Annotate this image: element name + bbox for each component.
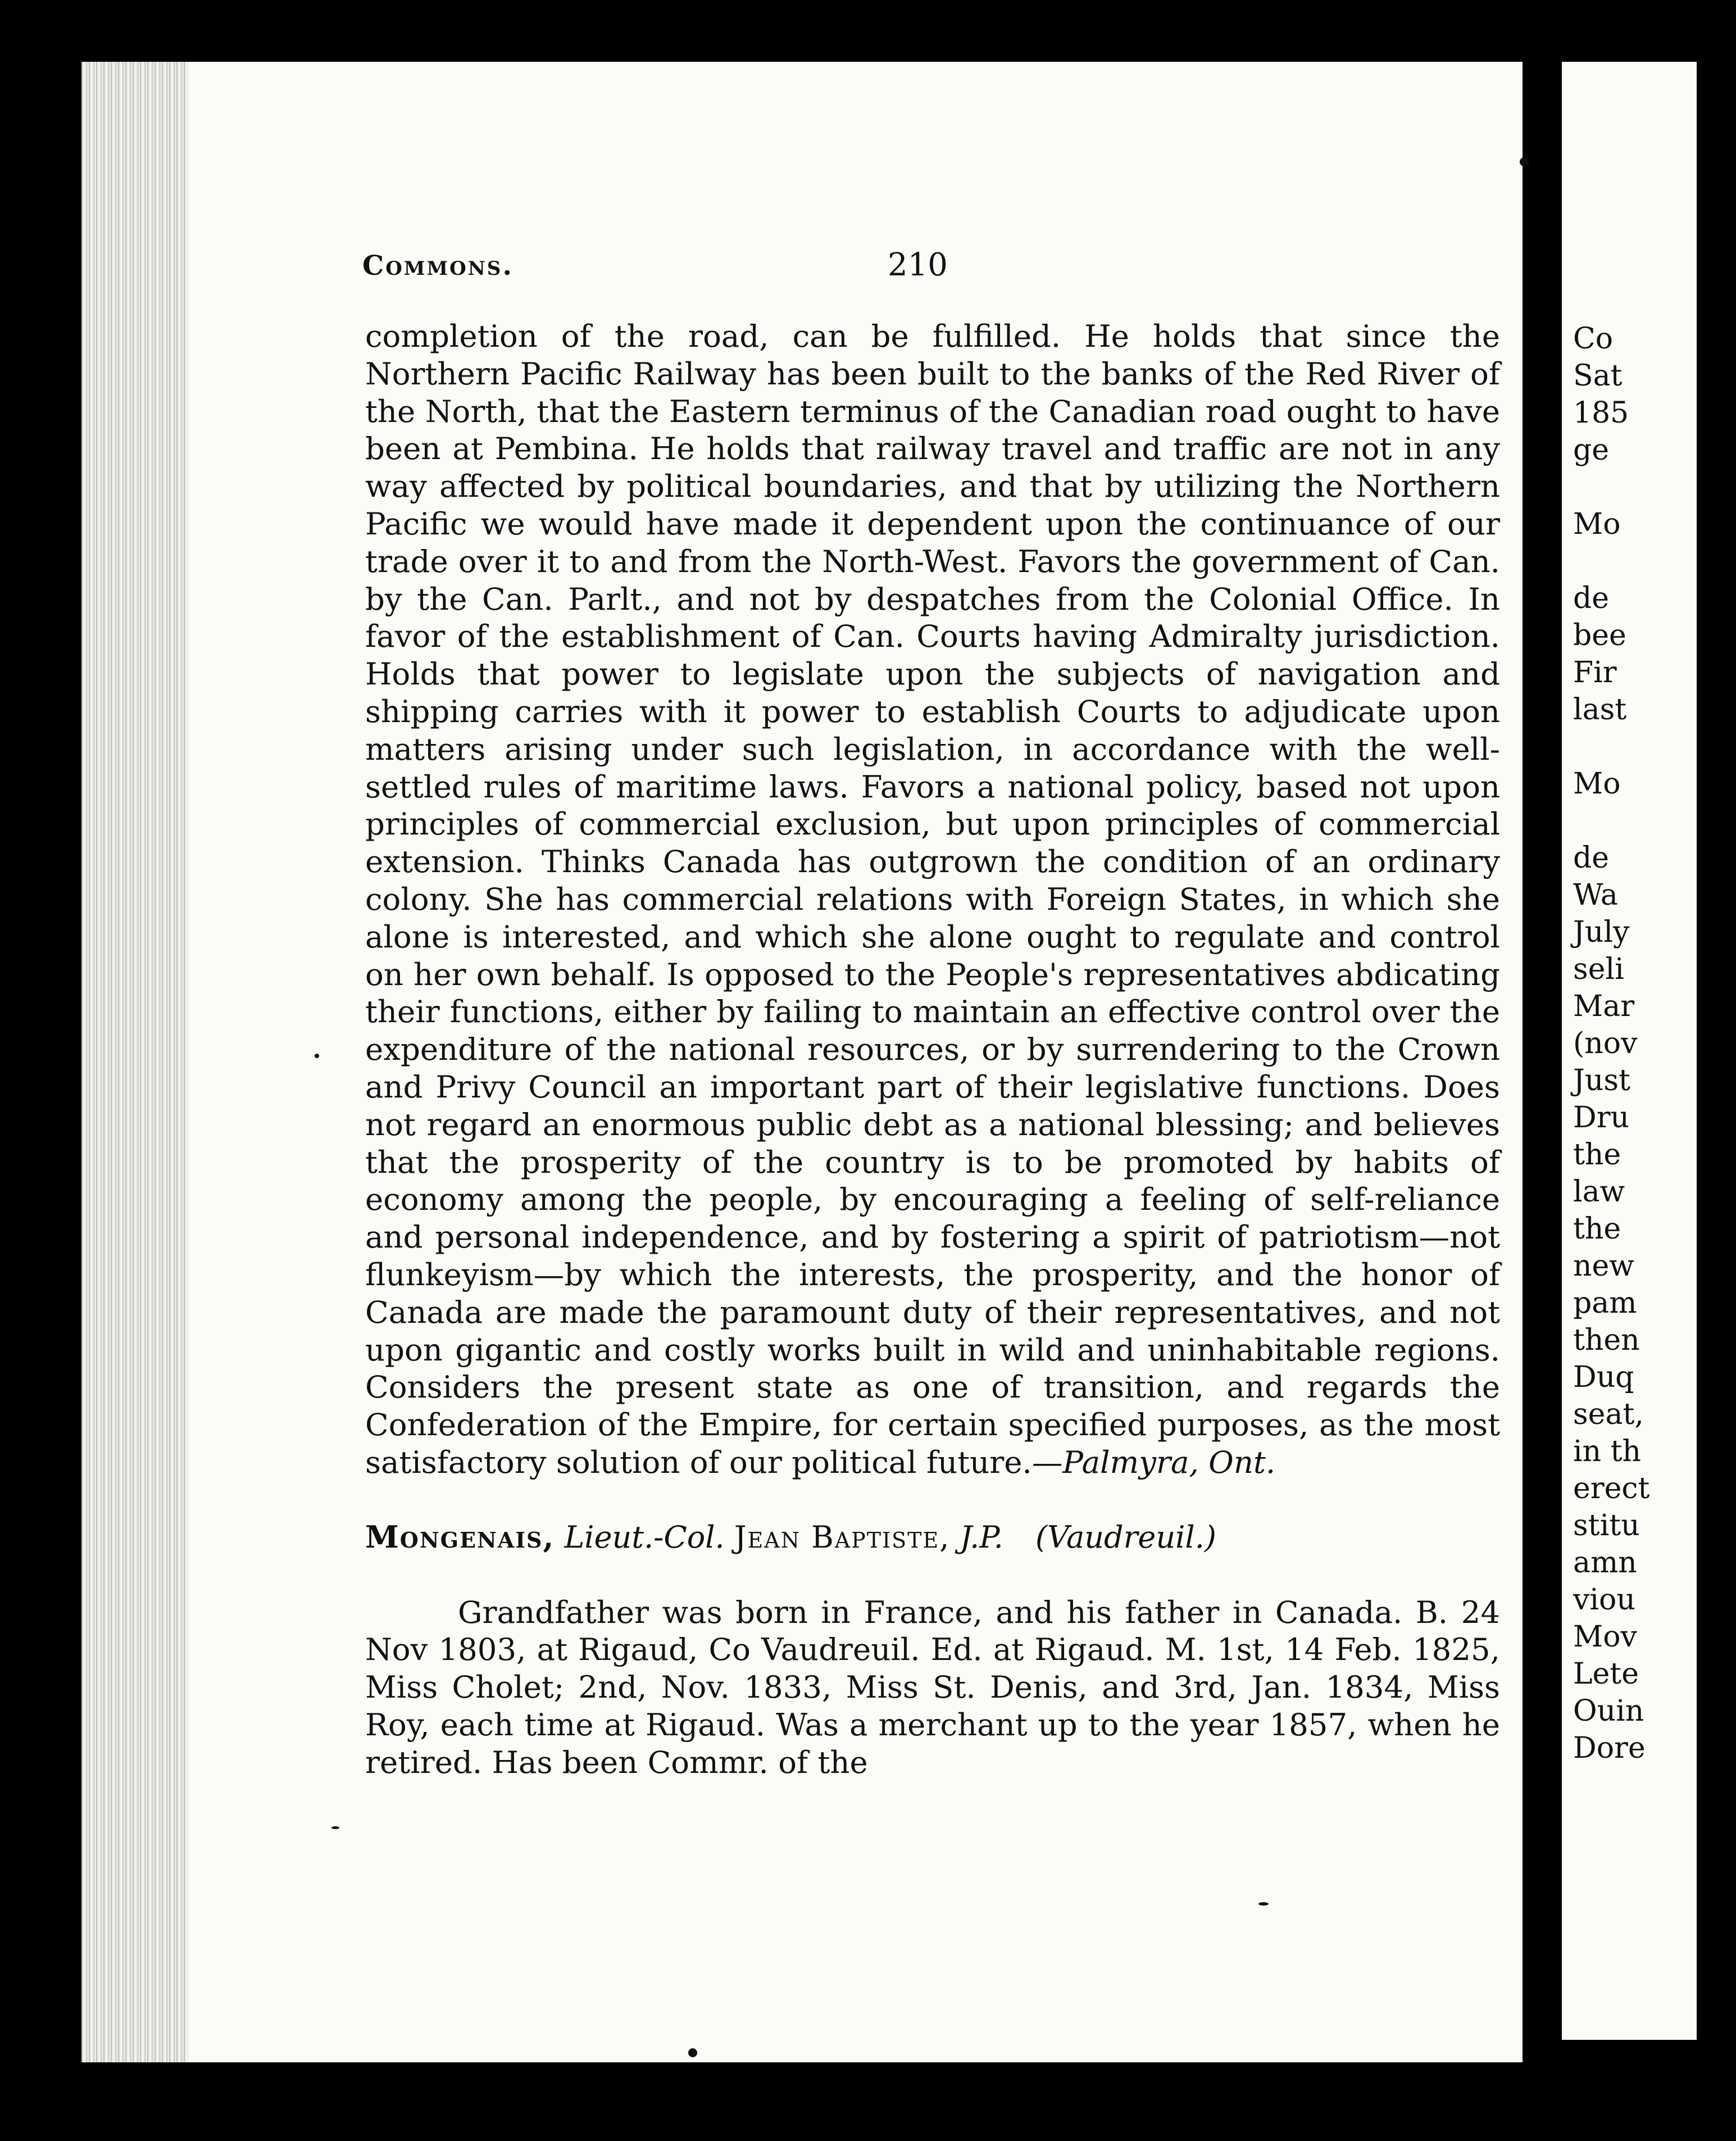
biography-text	[365, 317, 1500, 1781]
facing-line: bee	[1573, 619, 1626, 652]
ink-speck	[1258, 1902, 1269, 1906]
facing-line: stitu	[1573, 1509, 1640, 1543]
biography-2-rank: Lieut.-Col.	[564, 1519, 725, 1555]
biography-1-text: completion of the road, can be fulfilled. He holds that since the Northern Pacific Railway has been built to the banks of the Red River of the North, that the Eastern terminus of the Canadian road ought to have been at Pembina. He holds that railway travel and traffic are not in any way affected by political boundaries, and that by utilizing the Northern Pacific we would have made it dependent upon the continuance of our trade over it to and from the North-West. Favors the government of Can. by the Can. Parlt., and not by despatches from the Colonial Office. In favor of the establishment of Can. Courts having Admiralty jurisdiction. Holds that power to legislate upon the subjects of navigation and shipping carries with it power to establish Courts to adjudicate upon matters arising under such legislation, in accordance with the well-settled rules of maritime laws. Favors a national policy, based not upon principles of commercial exclusion, but upon principles of commercial extension. Thinks Canada has outgrown the condition of an ordinary colony. She has commercial relations with Foreign States, in which she alone is interested, and which she alone ought to regulate and control on her own behalf. Is opposed to the People's representatives abdicating their functions, either by failing to maintain an effective control over the expenditure of the national resources, or by surrendering to the Crown and Privy Council an important part of their legislative functions. Does not regard an enormous public debt as a national blessing; and believes that the prosperity of the country is to be promoted by habits of economy among the people, by encouraging a feeling of self-reliance and personal independence, and by fostering a spirit of patriotism—not flunkeyism—by which the interests, the prosperity, and the honor of Canada are made the paramount duty of their representatives, and not upon gigantic and costly works built in wild and uninhabitable regions. Considers the present state as one of transition, and regards the Confederation of the Empire, for certain specified purposes, as the most satisfactory solution of our political future.—	[365, 318, 1500, 1480]
facing-line: 185	[1573, 396, 1629, 430]
facing-line: Sat	[1573, 359, 1623, 393]
facing-line: ge	[1573, 433, 1610, 467]
facing-line: law	[1573, 1175, 1625, 1209]
facing-line: July	[1573, 915, 1630, 949]
page-header	[362, 247, 1508, 295]
gutter-shadow	[81, 62, 188, 2062]
facing-line: Dru	[1573, 1101, 1630, 1135]
biography-paragraph-2: Grandfather was born in France, and his father in Canada. B. 24 Nov 1803, at Rigaud, Co Vaudreuil. Ed. at Rigaud. M. 1st, 14 Feb. 1825, Miss Cholet; 2nd, Nov. 1833, Miss St. Denis, and 3rd, Jan. 1834, Miss Roy, each time at Rigaud. Was a merchant up to the year 1857, when he retired. Has been Commr. of the	[365, 1594, 1500, 1780]
facing-line: Co	[1573, 322, 1614, 356]
facing-line: de	[1573, 582, 1610, 615]
facing-line: amn	[1573, 1546, 1637, 1580]
facing-line: (nov	[1573, 1027, 1638, 1060]
facing-line: Fir	[1573, 656, 1617, 690]
facing-line: new	[1573, 1249, 1634, 1283]
facing-line: Dore	[1573, 1731, 1646, 1765]
facing-line: seli	[1573, 952, 1624, 986]
facing-block-d	[1562, 765, 1697, 802]
biography-paragraph-1	[365, 317, 1500, 1481]
facing-block-b	[1562, 506, 1697, 543]
ink-speck	[688, 2048, 697, 2057]
ink-speck	[1520, 157, 1529, 166]
facing-line: in th	[1573, 1435, 1642, 1468]
ink-speck	[331, 1826, 339, 1829]
biography-2-heading	[365, 1518, 1500, 1557]
facing-block-c	[1562, 580, 1697, 728]
facing-line: Mar	[1573, 990, 1635, 1023]
facing-line: de	[1573, 841, 1610, 875]
page-number: 210	[888, 247, 948, 283]
biography-1-place: Palmyra, Ont.	[1062, 1444, 1276, 1480]
facing-line: Wa	[1573, 878, 1618, 912]
facing-line: seat,	[1573, 1398, 1644, 1431]
facing-block-a	[1562, 320, 1697, 469]
facing-page-fragment	[1562, 62, 1697, 2040]
facing-line: pam	[1573, 1286, 1637, 1320]
biography-2-riding: (Vaudreuil.)	[1035, 1519, 1216, 1555]
facing-line: Just	[1573, 1064, 1630, 1097]
running-head: Commons.	[362, 250, 514, 282]
facing-line: Mov	[1573, 1620, 1637, 1654]
facing-line: Duq	[1573, 1360, 1634, 1394]
facing-line: Mo	[1573, 767, 1621, 801]
facing-line: then	[1573, 1323, 1640, 1357]
facing-line: the	[1573, 1138, 1621, 1172]
facing-line: the	[1573, 1212, 1621, 1246]
facing-block-e	[1562, 840, 1697, 1767]
facing-line: erect	[1573, 1472, 1650, 1505]
ink-speck	[315, 1054, 319, 1058]
facing-line: Mo	[1573, 507, 1621, 541]
biography-2-title: J.P.	[960, 1519, 1003, 1555]
biography-2-surname: Mongenais,	[365, 1518, 555, 1555]
biography-2-name: Jean Baptiste,	[734, 1519, 951, 1555]
facing-line: Ouin	[1573, 1694, 1644, 1728]
facing-line: last	[1573, 693, 1627, 727]
facing-line: Lete	[1573, 1657, 1639, 1691]
facing-line: viou	[1573, 1583, 1635, 1617]
